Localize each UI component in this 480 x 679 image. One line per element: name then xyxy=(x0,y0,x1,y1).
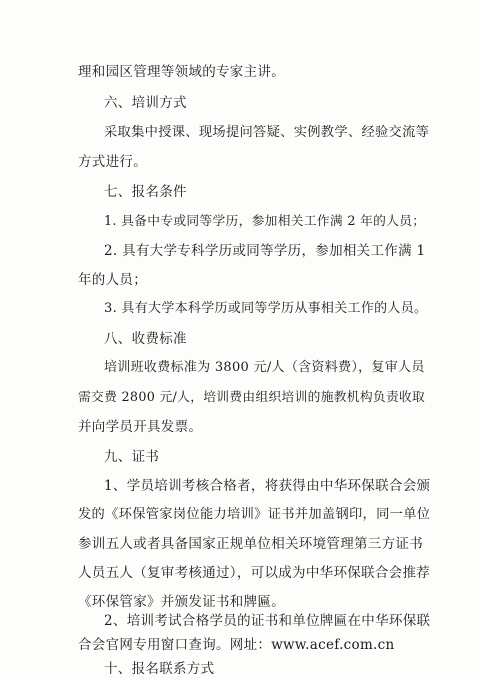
text-line: 年的人员； xyxy=(78,272,147,288)
text-line: 方式进行。 xyxy=(78,154,147,170)
text-line: 发的《环保管家岗位能力培训》证书并加盖钢印，同一单位 xyxy=(78,507,431,522)
list-item: 3. 具有大学本科学历或同等学历从事相关工作的人员。 xyxy=(104,301,428,316)
text-line: 采取集中授课、现场提问答疑、实例教学、经验交流等 xyxy=(104,125,430,140)
text-line: 需交费 2800 元/人，培训费由组织培训的施教机构负责收取 xyxy=(78,390,426,405)
list-item: 2. 具有大学专科学历或同等学历，参加相关工作满 1 xyxy=(104,243,426,259)
list-item: 1、学员培训考核合格者，将获得由中华环保联合会颁 xyxy=(104,478,431,494)
text-line: 人员五人（复审考核通过），可以成为中华环保联合会推荐 xyxy=(78,565,431,581)
section-heading-contact: 十、报名联系方式 xyxy=(104,661,215,677)
section-heading-training-method: 六、培训方式 xyxy=(104,95,187,111)
text-line: 合会官网专用窗口查询。网址：www.acef.com.cn xyxy=(78,637,395,653)
section-heading-fee-standard: 八、收费标准 xyxy=(104,331,187,347)
text-line: 《环保管家》并颁发证书和牌匾。 xyxy=(78,594,285,610)
text-line: 并向学员开具发票。 xyxy=(78,419,203,435)
text-line: 参训五人或者具备国家正规单位相关环境管理第三方证书 xyxy=(78,536,423,552)
list-item: 2、培训考试合格学员的证书和单位牌匾在中华环保联 xyxy=(104,613,431,629)
text-line: 培训班收费标准为 3800 元/人（含资料费），复审人员 xyxy=(104,360,425,375)
list-item: 1. 具备中专或同等学历，参加相关工作满 2 年的人员； xyxy=(104,214,426,229)
text-line: 理和园区管理等领域的专家主讲。 xyxy=(78,64,285,80)
section-heading-registration-conditions: 七、报名条件 xyxy=(104,184,187,200)
section-heading-certificate: 九、证书 xyxy=(104,449,160,465)
